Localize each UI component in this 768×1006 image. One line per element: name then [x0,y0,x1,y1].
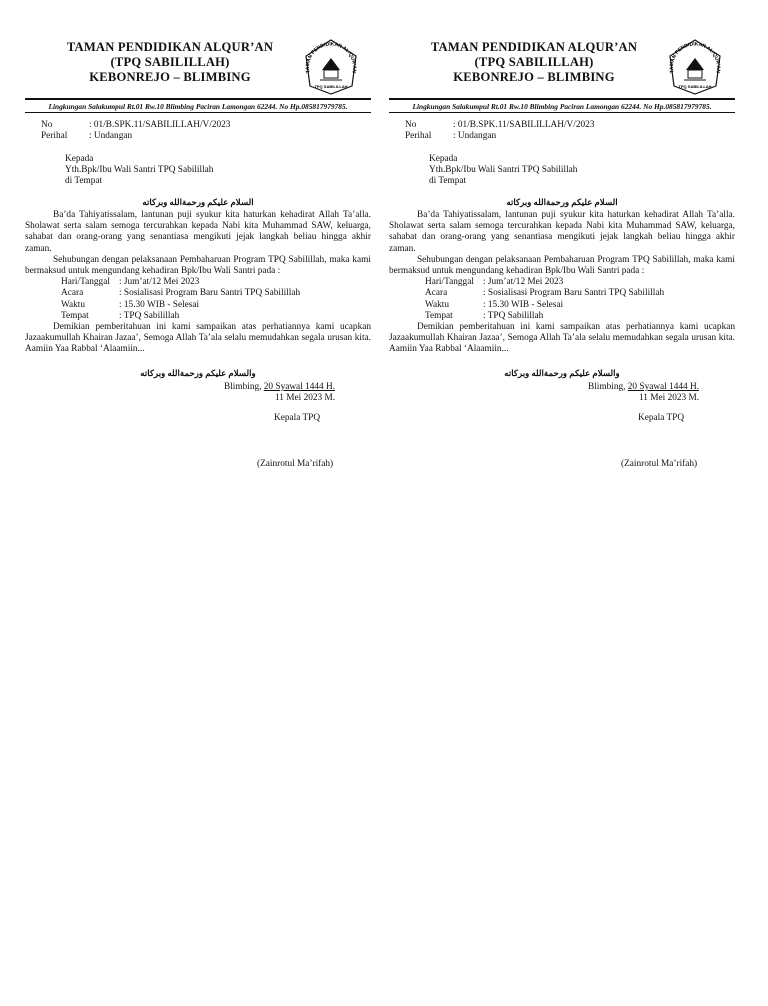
recipient-line: Yth.Bpk/Ibu Wali Santri TPQ Sabilillah [429,165,578,176]
recipient-line: Kepada [429,154,458,164]
recipient-line: di Tempat [429,176,467,187]
recipient-block [429,154,577,188]
letterhead-address: Lingkungan Salakumpul Rt.01 Rw.10 Blimbing Paciran Lamongan 62244. No Hp.085817979785. [25,98,371,113]
recipient-block [65,154,213,188]
detail-value: : Jum’at/12 Mei 2023 [483,277,564,288]
detail-row [61,300,371,311]
paragraph: Sehubungan dengan pelaksanaan Pembaharuan Program TPQ Sabilillah, maka kami bermaksud untuk mengundang kehadiran Bpk/Ibu Wali Santri pada : [25,254,371,277]
hijri-date: 20 Syawal 1444 H. [263,382,336,392]
number-label: No [405,120,417,130]
gregorian-date: 11 Mei 2023 M. [275,393,336,403]
place: Blimbing, [224,382,264,392]
closing-greeting: والسلام عليكم ورحمةالله وبركاته [140,368,256,378]
detail-label: Hari/Tanggal [61,277,110,288]
paragraph: Sehubungan dengan pelaksanaan Pembaharuan Program TPQ Sabilillah, maka kami bermaksud untuk mengundang kehadiran Bpk/Ibu Wali Santri pada : [389,254,735,277]
institution-abbr: (TPQ SABILILLAH) [474,55,594,69]
svg-text:TAMAN PENDIDIKAN AL-QUR'AN: TAMAN PENDIDIKAN AL-QUR'AN [304,41,358,74]
institution-location: KEBONREJO – BLIMBING [453,70,615,84]
recipient-line: Kepada [65,154,94,164]
svg-text:TPQ SABILILLAH: TPQ SABILILLAH [678,84,712,89]
detail-label: Waktu [425,299,450,310]
opening-greeting: السلام عليكم ورحمةالله وبركاته [506,197,618,207]
letter-body [389,210,735,356]
letterhead [389,36,735,94]
place-date [588,382,699,393]
detail-row [425,300,735,311]
detail-value: : 15.30 WIB - Selesai [119,299,200,310]
detail-label: Tempat [425,310,453,321]
place: Blimbing, [588,382,628,392]
detail-label: Acara [61,288,84,299]
detail-row [425,288,735,299]
detail-label: Tempat [61,310,89,321]
invitation-letter-right [389,36,735,476]
opening-greeting: السلام عليكم ورحمةالله وبركاته [142,197,254,207]
event-details [389,277,735,322]
number-value: : 01/B.SPK.11/SABILILLAH/V/2023 [453,120,595,130]
letterhead [25,36,371,94]
detail-label: Acara [425,288,448,299]
closing-greeting: والسلام عليكم ورحمةالله وبركاته [504,368,620,378]
institution-name: TAMAN PENDIDIKAN ALQUR’AN [66,40,274,54]
paragraph: Demikian pemberitahuan ini kami sampaikan atas perhatiannya kami ucapkan Jazaakumullah Khairan Jazaa’, Semoga Allah Ta’ala selalu memudahkan segala urusan kita. Aamiin Yaa Rabbal ‘Alaamiin... [25,322,371,355]
institution-location: KEBONREJO – BLIMBING [89,70,251,84]
detail-value: : Sosialisasi Program Baru Santri TPQ Sabilillah [119,288,301,299]
letterhead-address: Lingkungan Salakumpul Rt.01 Rw.10 Blimbing Paciran Lamongan 62244. No Hp.085817979785. [389,98,735,113]
detail-row [61,311,371,322]
letterhead-title [389,40,679,85]
detail-row [61,277,371,288]
subject-label: Perihal [405,131,432,142]
institution-abbr: (TPQ SABILILLAH) [110,55,230,69]
svg-text:TPQ SABILILLAH: TPQ SABILILLAH [314,84,348,89]
gregorian-date: 11 Mei 2023 M. [639,393,700,403]
recipient-line: Yth.Bpk/Ibu Wali Santri TPQ Sabilillah [65,165,214,176]
invitation-letter-left [25,36,371,476]
detail-label: Hari/Tanggal [425,277,474,288]
detail-row [425,311,735,322]
letter-meta [405,120,594,142]
detail-value: : TPQ Sabilillah [483,310,544,321]
paragraph: Demikian pemberitahuan ini kami sampaikan atas perhatiannya kami ucapkan Jazaakumullah Khairan Jazaa’, Semoga Allah Ta’ala selalu memudahkan segala urusan kita. Aamiin Yaa Rabbal ‘Alaamiin... [389,322,735,355]
detail-value: : 15.30 WIB - Selesai [483,299,564,310]
signer-name: (Zainrotul Ma’rifah) [621,459,698,469]
event-details [25,277,371,322]
subject-value: : Undangan [453,131,497,142]
letter-meta [41,120,230,142]
number-value: : 01/B.SPK.11/SABILILLAH/V/2023 [89,120,231,130]
svg-text:TAMAN PENDIDIKAN AL-QUR'AN: TAMAN PENDIDIKAN AL-QUR'AN [668,41,722,74]
signer-role: Kepala TPQ [638,413,685,423]
detail-value: : Sosialisasi Program Baru Santri TPQ Sabilillah [483,288,665,299]
detail-row [425,277,735,288]
recipient-line: di Tempat [65,176,103,187]
paragraph: Ba’da Tahiyatissalam, lantunan puji syukur kita haturkan kehadirat Allah Ta’alla. Sholawat serta salam semoga tercurahkan kepada Nabi kita Muhammad SAW, keluarga, sahabat dan orang-orang yang senantiasa mengikuti jejak langkah beliau hingga akhir zaman. [25,210,371,254]
tpq-logo-icon [300,36,362,98]
subject-label: Perihal [41,131,68,142]
detail-value: : Jum’at/12 Mei 2023 [119,277,200,288]
detail-value: : TPQ Sabilillah [119,310,180,321]
detail-label: Waktu [61,299,86,310]
number-label: No [41,120,53,130]
letter-body [25,210,371,356]
signer-name: (Zainrotul Ma’rifah) [257,459,334,469]
signer-role: Kepala TPQ [274,413,321,423]
place-date [224,382,335,393]
subject-value: : Undangan [89,131,133,142]
paragraph: Ba’da Tahiyatissalam, lantunan puji syukur kita haturkan kehadirat Allah Ta’alla. Sholawat serta salam semoga tercurahkan kepada Nabi kita Muhammad SAW, keluarga, sahabat dan orang-orang yang senantiasa mengikuti jejak langkah beliau hingga akhir zaman. [389,210,735,254]
letterhead-title [25,40,315,85]
detail-row [61,288,371,299]
hijri-date: 20 Syawal 1444 H. [627,382,700,392]
institution-name: TAMAN PENDIDIKAN ALQUR’AN [430,40,638,54]
tpq-logo-icon [664,36,726,98]
